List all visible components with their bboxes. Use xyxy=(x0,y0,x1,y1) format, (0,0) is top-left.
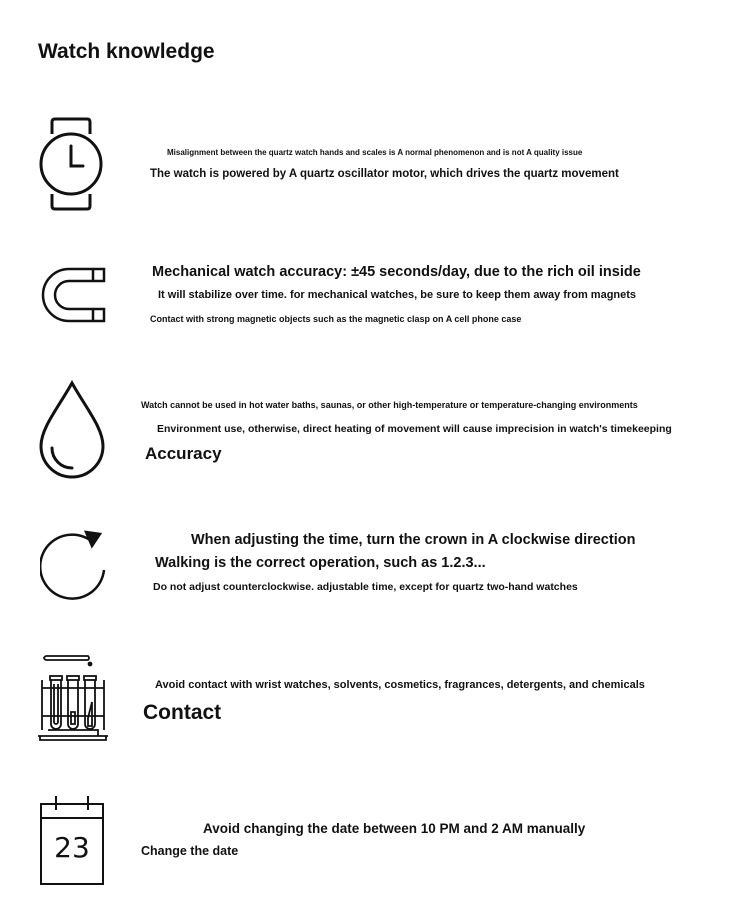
magnet-text-2: It will stabilize over time. for mechanical watches, be sure to keep them away from magnets xyxy=(158,289,637,301)
chemicals-text: Avoid contact with wrist watches, solvents, cosmetics, fragrances, detergents, and chemicals xyxy=(155,679,645,691)
heat-text-1: Watch cannot be used in hot water baths, saunas, or other high-temperature or temperature-changing environments xyxy=(141,400,638,410)
magnet-icon xyxy=(41,267,107,325)
date-text-2: Change the date xyxy=(141,844,239,858)
crown-text-1: When adjusting the time, turn the crown in A clockwise direction xyxy=(191,532,636,548)
water-drop-icon xyxy=(38,380,106,480)
chemicals-heading: Contact xyxy=(143,701,222,724)
date-text-1: Avoid changing the date between 10 PM and 2 AM manually xyxy=(203,821,586,836)
crown-text-3: Do not adjust counterclockwise. adjustable time, except for quartz two-hand watches xyxy=(153,581,578,593)
watch-icon xyxy=(38,116,104,212)
calendar-day: 23 xyxy=(54,831,90,864)
calendar-icon xyxy=(40,794,104,886)
heat-heading: Accuracy xyxy=(145,444,222,463)
watch-text-1: Misalignment between the quartz watch hands and scales is A normal phenomenon and is not A quality issue xyxy=(167,148,583,157)
page-title: Watch knowledge xyxy=(38,40,215,63)
crown-text-2: Walking is the correct operation, such as 1.2.3... xyxy=(155,555,486,571)
watch-text-2: The watch is powered by A quartz oscillator motor, which drives the quartz movement xyxy=(150,168,619,180)
heat-text-2: Environment use, otherwise, direct heating of movement will cause imprecision in watch's timekeeping xyxy=(157,423,672,435)
magnet-text-3: Contact with strong magnetic objects such as the magnetic clasp on A cell phone case xyxy=(150,314,522,324)
test-tubes-icon xyxy=(38,652,108,744)
magnet-text-1: Mechanical watch accuracy: ±45 seconds/day, due to the rich oil inside xyxy=(152,264,641,280)
clockwise-arrow-icon xyxy=(40,526,108,606)
